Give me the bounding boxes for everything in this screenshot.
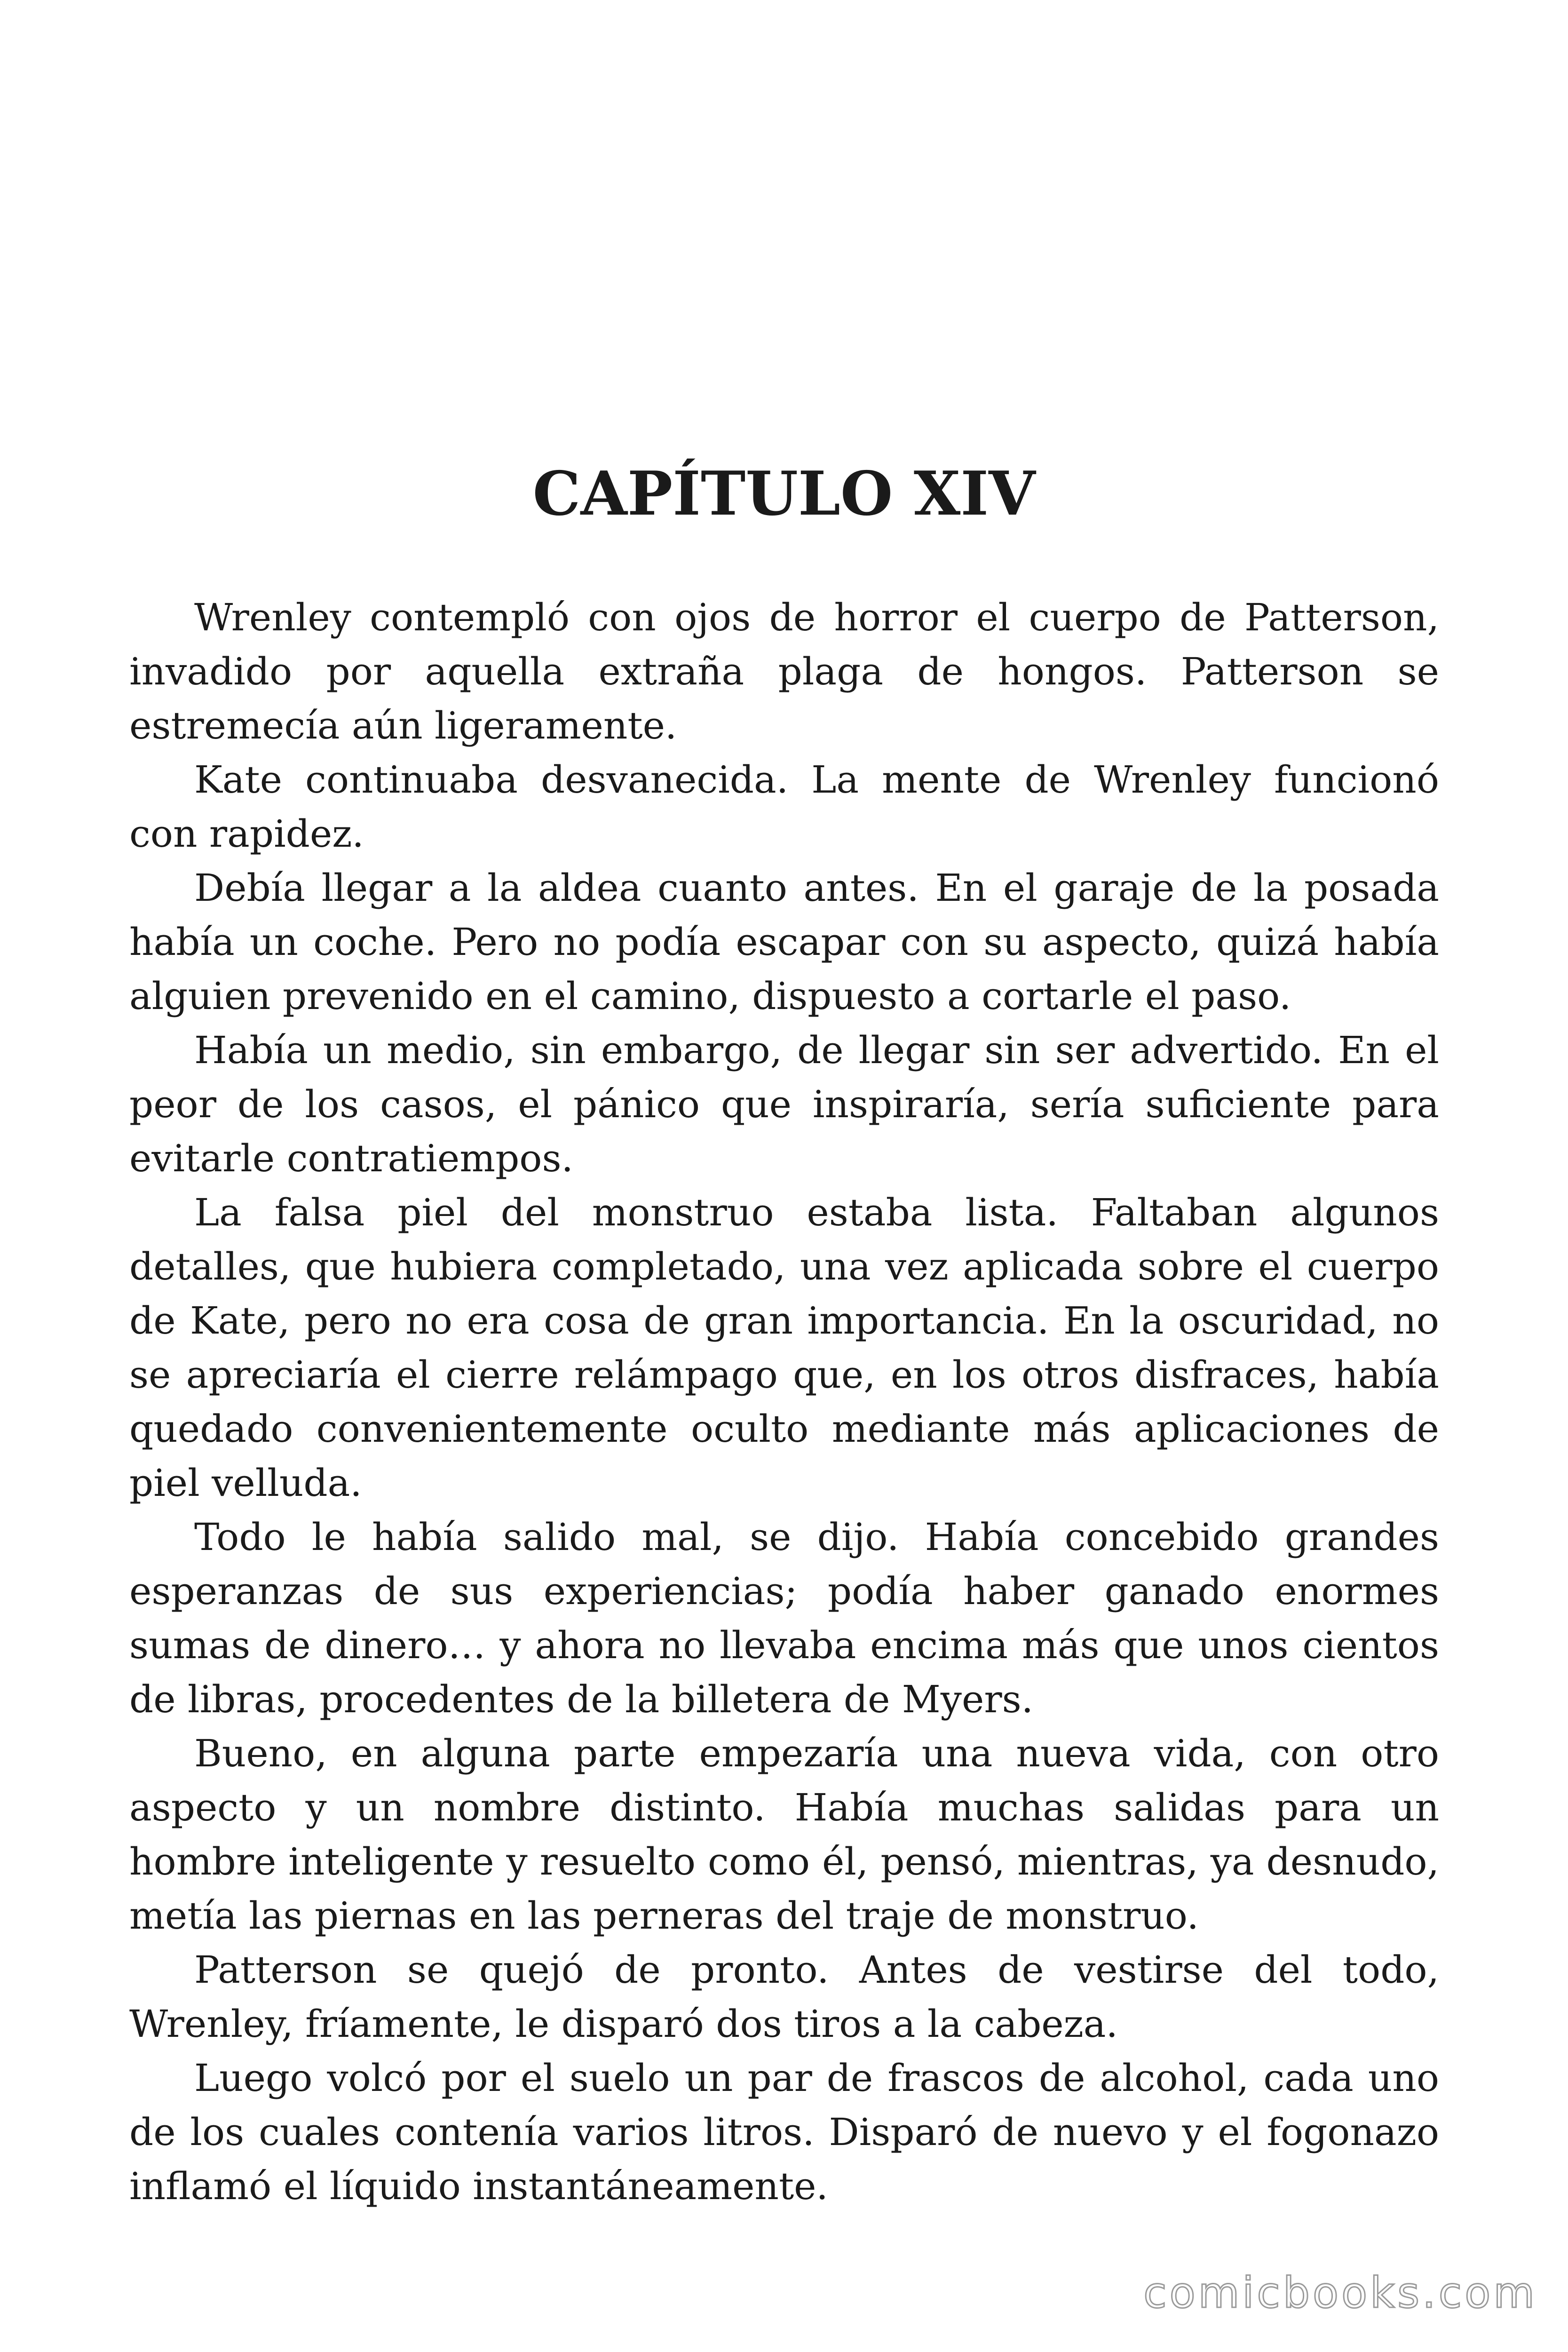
paragraph: Debía llegar a la aldea cuanto antes. En el garaje de la posada había un coche. Pero no podía escapar con su aspecto, quizá había alguien prevenido en el camino, dispuesto a cortarle el paso. [129, 866, 1439, 1018]
chapter-title: CAPÍTULO XIV [532, 459, 1036, 529]
paragraph: Bueno, en alguna parte empezaría una nueva vida, con otro aspecto y un nombre distinto. Había muchas salidas para un hombre inteligente y resuelto como él, pensó, mientras, ya desnudo, metía las piernas en las perneras del traje de monstruo. [129, 1732, 1439, 1938]
paragraph: Kate continuaba desvanecida. La mente de Wrenley funcionó con rapidez. [129, 758, 1439, 856]
paragraph: Patterson se quejó de pronto. Antes de vestirse del todo, Wrenley, fríamente, le disparó dos tiros a la cabeza. [129, 1948, 1439, 2046]
paragraph: La falsa piel del monstruo estaba lista. Faltaban algunos detalles, que hubiera completado, una vez aplicada sobre el cuerpo de Kate, pero no era cosa de gran importancia. En la oscuridad, no se apreciaría el cierre relámpago que, en los otros disfraces, había quedado convenientemente oculto mediante más aplicaciones de piel velluda. [129, 1191, 1439, 1505]
paragraph: Había un medio, sin embargo, de llegar sin ser advertido. En el peor de los casos, el pánico que inspiraría, sería suficiente para evitarle contratiempos. [129, 1028, 1439, 1180]
paragraph: Wrenley contempló con ojos de horror el cuerpo de Patterson, invadido por aquella extraña plaga de hongos. Patterson se estremecía aún ligeramente. [129, 596, 1439, 747]
paragraph: Todo le había salido mal, se dijo. Había concebido grandes esperanzas de sus experiencias; podía haber ganado enormes sumas de dinero… y ahora no llevaba encima más que unos cientos de libras, procedentes de la billetera de Myers. [129, 1515, 1439, 1721]
watermark: comicbooks.com [1143, 2268, 1537, 2318]
chapter-body [129, 590, 1439, 2213]
paragraph: Luego volcó por el suelo un par de frascos de alcohol, cada uno de los cuales contenía varios litros. Disparó de nuevo y el fogonazo inflamó el líquido instantáneamente. [129, 2056, 1439, 2208]
